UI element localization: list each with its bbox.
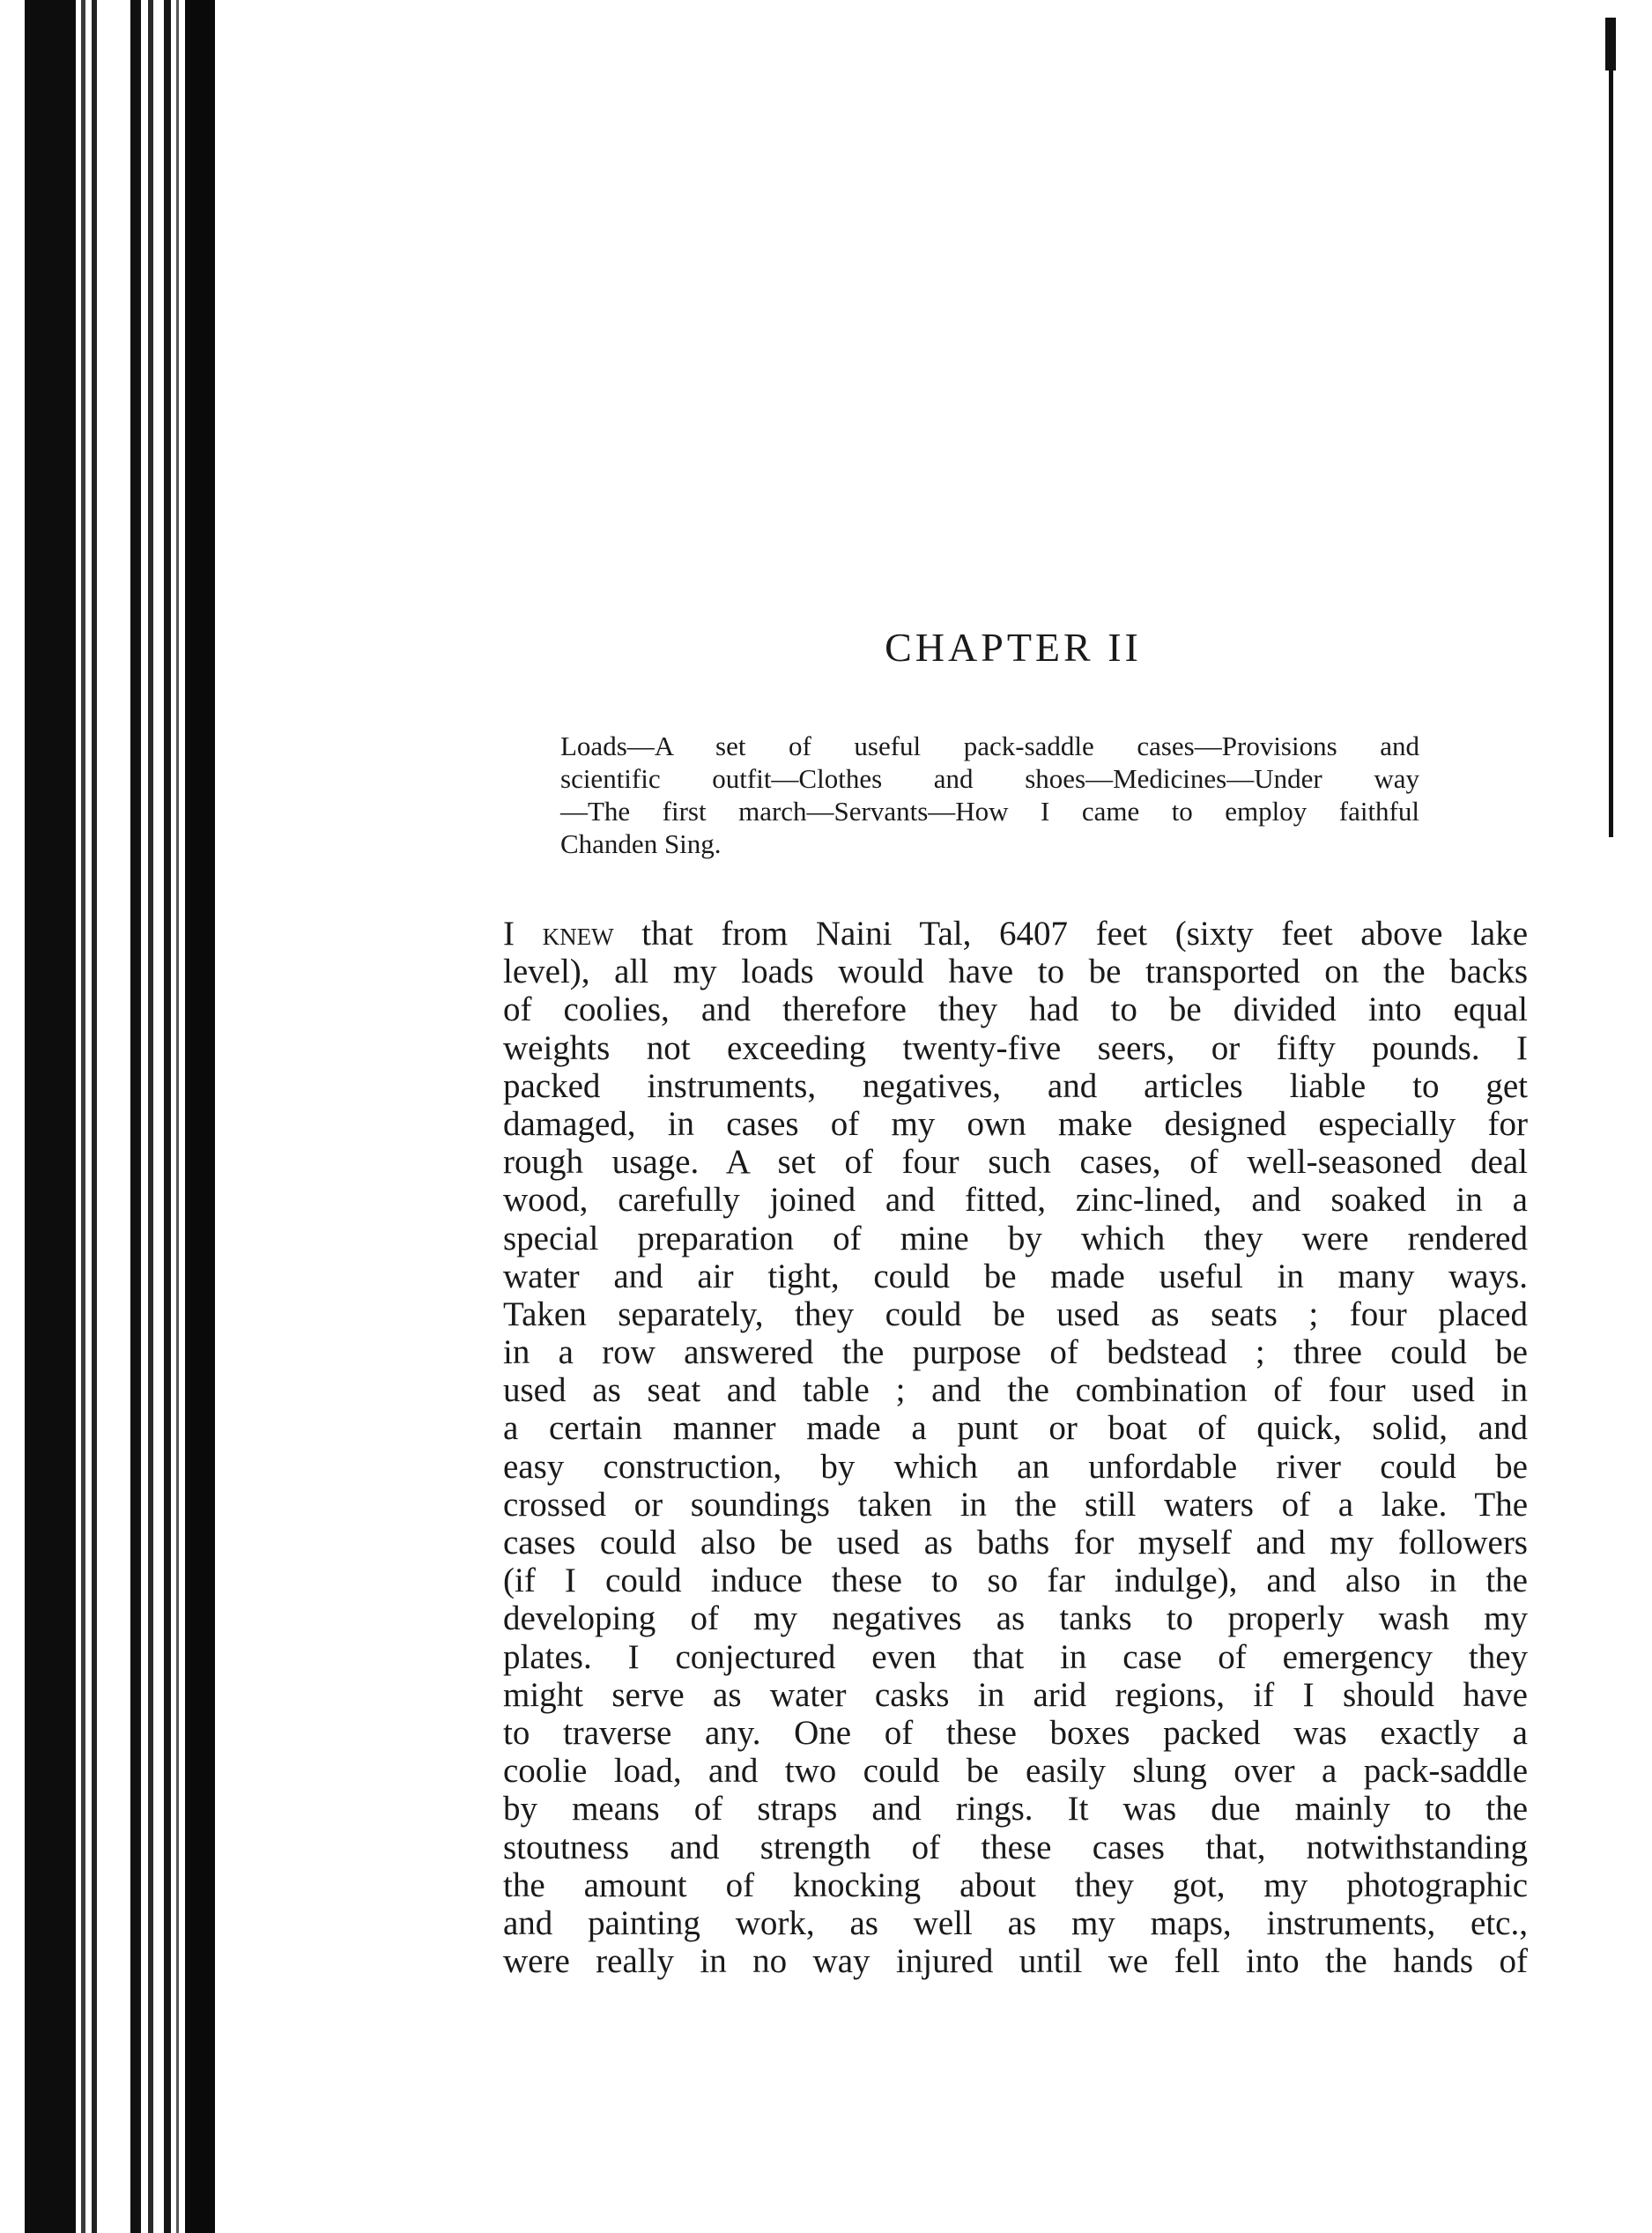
body-line: easy construction, by which an unfordable river could be	[503, 1447, 1528, 1486]
book-binding-edge	[0, 0, 220, 2233]
body-line: might serve as water casks in arid regions, if I should have	[503, 1675, 1528, 1714]
body-line-text: that from Naini Tal, 6407 feet (sixty feet above lake	[613, 915, 1528, 953]
synopsis-line: Loads—A set of useful pack-saddle cases—Provisions and	[560, 731, 1419, 761]
body-line: damaged, in cases of my own make designed especially for	[503, 1104, 1528, 1143]
body-line: level), all my loads would have to be transported on the backs	[503, 953, 1528, 991]
body-line: of coolies, and therefore they had to be divided into equal	[503, 990, 1528, 1029]
body-paragraph	[503, 915, 1528, 1980]
body-line	[503, 915, 1528, 953]
body-line: a certain manner made a punt or boat of quick, solid, and	[503, 1409, 1528, 1448]
body-line: (if I could induce these to so far indulge), and also in the	[503, 1562, 1528, 1600]
body-line: Taken separately, they could be used as seats ; four placed	[503, 1295, 1528, 1333]
body-line: by means of straps and rings. It was due mainly to the	[503, 1790, 1528, 1829]
chapter-synopsis	[560, 730, 1419, 860]
body-line: the amount of knocking about they got, my photographic	[503, 1866, 1528, 1904]
body-line: to traverse any. One of these boxes packed was exactly a	[503, 1713, 1528, 1752]
body-line: packed instruments, negatives, and articles liable to get	[503, 1066, 1528, 1105]
body-line: crossed or soundings taken in the still waters of a lake. The	[503, 1485, 1528, 1524]
body-line: in a row answered the purpose of bedstead ; three could be	[503, 1333, 1528, 1372]
body-line: and painting work, as well as my maps, instruments, etc.,	[503, 1903, 1528, 1942]
body-line: water and air tight, could be made useful in many ways.	[503, 1257, 1528, 1295]
body-line: rough usage. A set of four such cases, of well-seasoned deal	[503, 1143, 1528, 1182]
chapter-title: CHAPTER II	[885, 625, 1142, 670]
opening-initial: I	[503, 915, 515, 953]
body-line: cases could also be used as baths for myself and my followers	[503, 1524, 1528, 1562]
opening-small-caps: knew	[542, 915, 614, 953]
body-line: used as seat and table ; and the combination of four used in	[503, 1371, 1528, 1410]
body-line: wood, carefully joined and fitted, zinc-lined, and soaked in a	[503, 1181, 1528, 1220]
body-line: stoutness and strength of these cases that, notwithstanding	[503, 1828, 1528, 1866]
synopsis-line: —The first march—Servants—How I came to employ faithful	[560, 796, 1419, 827]
synopsis-line: scientific outfit—Clothes and shoes—Medicines—Under way	[560, 763, 1419, 794]
body-line: coolie load, and two could be easily slung over a pack-saddle	[503, 1752, 1528, 1791]
body-line: weights not exceeding twenty-five seers, or fifty pounds. I	[503, 1028, 1528, 1067]
page-edge-right	[1609, 26, 1613, 837]
body-line: special preparation of mine by which they were rendered	[503, 1219, 1528, 1257]
body-line: developing of my negatives as tanks to properly wash my	[503, 1599, 1528, 1638]
body-line: plates. I conjectured even that in case of emergency they	[503, 1637, 1528, 1676]
body-line: were really in no way injured until we fell into the hands of	[503, 1942, 1528, 1981]
synopsis-line: Chanden Sing.	[560, 828, 722, 859]
